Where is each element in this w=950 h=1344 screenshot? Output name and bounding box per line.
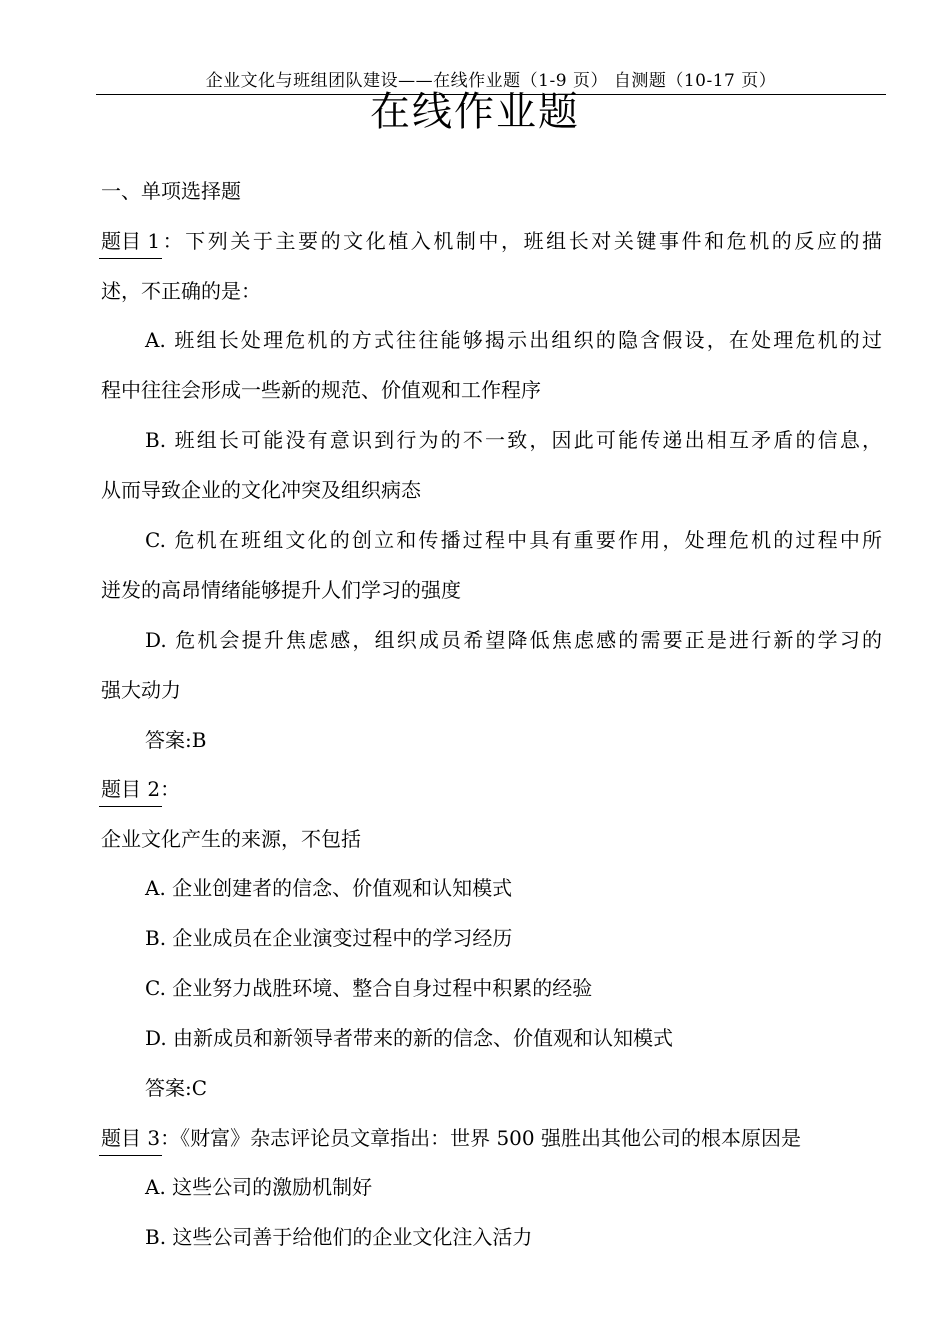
question-1-stem-line-1: [101, 228, 882, 254]
question-2-option-d: D. 由新成员和新领导者带来的新的信念、价值观和认知模式: [145, 1026, 674, 1050]
question-3-option-a: A. 这些公司的激励机制好: [145, 1175, 373, 1199]
question-1-option-d-line-2: 强大动力: [101, 678, 181, 702]
question-1-option-b-line-2: 从而导致企业的文化冲突及组织病态: [101, 478, 421, 502]
question-2-label-suffix: ：: [160, 777, 181, 801]
question-1-option-b-line-1: B. 班组长可能没有意识到行为的不一致，因此可能传递出相互矛盾的信息，: [145, 428, 882, 452]
question-1-label: 题目 1: [101, 229, 161, 253]
question-2-heading: [101, 776, 180, 802]
question-2-answer: 答案:C: [145, 1076, 208, 1100]
question-2-option-a: A. 企业创建者的信念、价值观和认知模式: [145, 876, 513, 900]
doc-title: 在线作业题: [370, 89, 580, 135]
question-1-option-d-line-1: D. 危机会提升焦虑感，组织成员希望降低焦虑感的需要正是进行新的学习的: [145, 628, 882, 652]
question-3-stem-text: ：《财富》杂志评论员文章指出：世界 500 强胜出其他公司的根本原因是: [160, 1126, 801, 1150]
question-1-stem-line-2: 述，不正确的是：: [101, 279, 261, 303]
question-2-label: 题目 2: [101, 777, 161, 801]
question-1-answer: 答案:B: [145, 728, 207, 752]
question-1-stem-text: ：下列关于主要的文化植入机制中，班组长对关键事件和危机的反应的描: [160, 229, 882, 253]
question-1-option-a-line-1: A. 班组长处理危机的方式往往能够揭示出组织的隐含假设，在处理危机的过: [145, 328, 882, 352]
question-1-option-a-line-2: 程中往往会形成一些新的规范、价值观和工作程序: [101, 378, 541, 402]
question-2-option-b: B. 企业成员在企业演变过程中的学习经历: [145, 926, 513, 950]
question-2-stem: 企业文化产生的来源，不包括: [101, 827, 361, 851]
question-3-stem-line: [101, 1125, 801, 1151]
question-1-option-c-line-1: C. 危机在班组文化的创立和传播过程中具有重要作用，处理危机的过程中所: [145, 528, 882, 552]
question-2-option-c: C. 企业努力战胜环境、整合自身过程中积累的经验: [145, 976, 593, 1000]
question-3-label: 题目 3: [101, 1126, 161, 1150]
question-1-option-c-line-2: 迸发的高昂情绪能够提升人们学习的强度: [101, 578, 461, 602]
section-heading: 一、单项选择题: [101, 179, 241, 203]
running-header: 企业文化与班组团队建设——在线作业题（1-9 页） 自测题（10-17 页）: [205, 71, 777, 91]
question-3-option-b: B. 这些公司善于给他们的企业文化注入活力: [145, 1225, 533, 1249]
